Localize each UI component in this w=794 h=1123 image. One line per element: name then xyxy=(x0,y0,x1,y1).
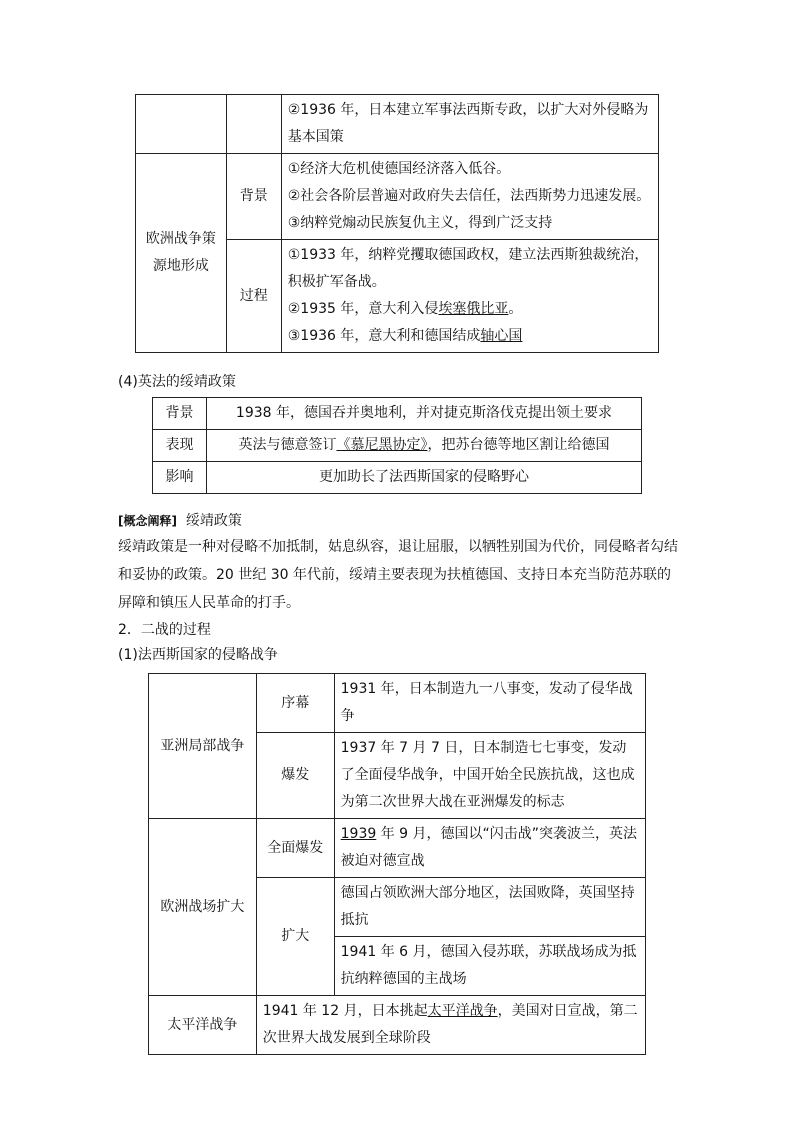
list-item: ②1935 年，意大利入侵埃塞俄比亚。 xyxy=(287,301,523,317)
section-heading: (4)英法的绥靖政策 xyxy=(118,374,236,390)
row-label: 背景 xyxy=(153,398,207,430)
list-item: ①经济大危机使德国经济落入低谷。 xyxy=(287,161,511,177)
table-cell: ②1936 年，日本建立军事法西斯专政，以扩大对外侵略为基本国策 xyxy=(281,95,658,154)
section-subheading: (1)法西斯国家的侵略战争 xyxy=(118,647,278,663)
concept-body: 绥靖政策是一种对侵略不加抵制，姑息纵容，退让屈服，以牺牲别国为代价，同侵略者勾结和妥协的政策。20 世纪 30 年代前，绥靖主要表现为扶植德国、支持日本充当防范苏联的屏障和镇压人民革命的打手。 xyxy=(118,539,678,611)
row-label: 爆发 xyxy=(256,733,334,819)
appeasement-table xyxy=(152,397,642,494)
aggression-war-table xyxy=(148,673,646,1055)
table-cell: 英法与德意签订《慕尼黑协定》，把苏台德等地区割让给德国 xyxy=(206,430,641,462)
row-label: 表现 xyxy=(153,430,207,462)
row-label: 影响 xyxy=(153,462,207,494)
group-label: 亚洲局部战争 xyxy=(149,674,257,819)
table-cell xyxy=(281,240,658,353)
empty-cell xyxy=(226,95,281,154)
europe-source-table xyxy=(135,94,659,353)
table-cell: 1941 年 6 月，德国入侵苏联，苏联战场成为抵抗纳粹德国的主战场 xyxy=(334,937,645,996)
table-cell: 1931 年，日本制造九一八事变，发动了侵华战争 xyxy=(334,674,645,733)
group-label: 欧洲战场扩大 xyxy=(149,819,257,996)
list-item: ③1936 年，意大利和德国结成轴心国 xyxy=(287,328,523,344)
group-label: 太平洋战争 xyxy=(149,996,257,1055)
table-cell: 1939 年 9 月，德国以“闪击战”突袭波兰，英法被迫对德宣战 xyxy=(334,819,645,878)
section-heading: 2．二战的过程 xyxy=(118,622,211,638)
empty-cell xyxy=(136,95,227,154)
list-item: ③纳粹党煽动民族复仇主义，得到广泛支持 xyxy=(287,215,553,231)
row-label: 序幕 xyxy=(256,674,334,733)
concept-heading: [概念阐释] 绥靖政策 xyxy=(118,513,242,529)
row-label: 背景 xyxy=(226,154,281,240)
row-label: 扩大 xyxy=(256,878,334,996)
table-cell: 德国占领欧洲大部分地区，法国败降，英国坚持抵抗 xyxy=(334,878,645,937)
row-label: 全面爆发 xyxy=(256,819,334,878)
table-cell: 1937 年 7 月 7 日，日本制造七七事变，发动了全面侵华战争，中国开始全民族抗战，这也成为第二次世界大战在亚洲爆发的标志 xyxy=(334,733,645,819)
table-cell: 1941 年 12 月，日本挑起太平洋战争，美国对日宣战，第二次世界大战发展到全球阶段 xyxy=(256,996,645,1055)
group-label: 欧洲战争策源地形成 xyxy=(136,154,227,353)
list-item: ②社会各阶层普遍对政府失去信任，法西斯势力迅速发展。 xyxy=(287,188,651,204)
table-cell: 1938 年，德国吞并奥地利，并对捷克斯洛伐克提出领土要求 xyxy=(206,398,641,430)
row-label: 过程 xyxy=(226,240,281,353)
table-cell xyxy=(281,154,658,240)
list-item: ①1933 年，纳粹党攫取德国政权，建立法西斯独裁统治，积极扩军备战。 xyxy=(287,247,649,290)
table-cell: 更加助长了法西斯国家的侵略野心 xyxy=(206,462,641,494)
